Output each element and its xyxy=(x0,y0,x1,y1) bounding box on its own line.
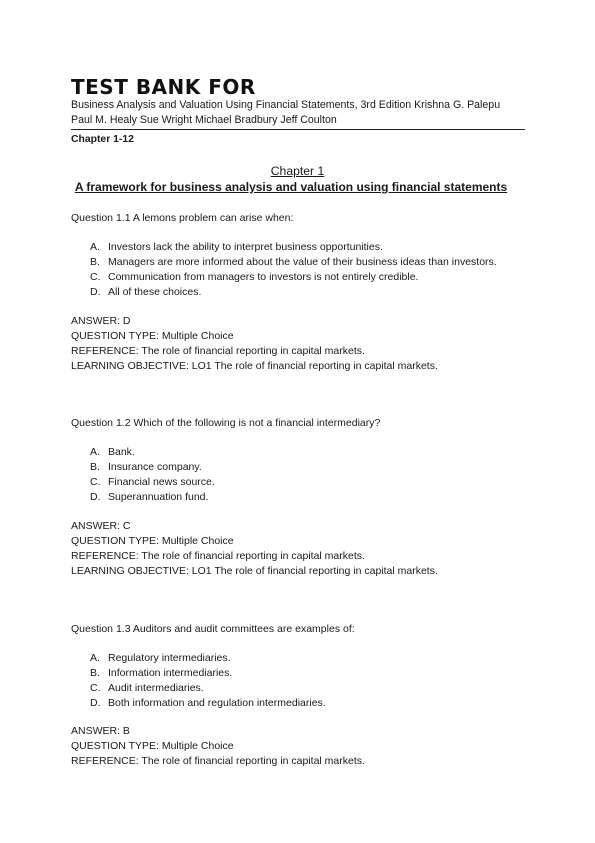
option-text: Bank. xyxy=(108,446,135,458)
subtitle-line-2: Paul M. Healy Sue Wright Michael Bradbury Jeff Coulton xyxy=(71,113,337,126)
option-item xyxy=(90,475,215,490)
option-letter: C. xyxy=(90,476,101,488)
question-type-line: QUESTION TYPE: Multiple Choice xyxy=(71,535,234,547)
answer-line: ANSWER: C xyxy=(71,520,131,532)
answer-options xyxy=(90,240,497,300)
option-item xyxy=(90,666,326,681)
option-text: Investors lack the ability to interpret business opportunities. xyxy=(108,241,383,253)
option-item xyxy=(90,490,215,505)
option-text: Regulatory intermediaries. xyxy=(108,652,231,664)
chapter-heading: Chapter 1 xyxy=(270,164,325,178)
option-item xyxy=(90,696,326,711)
book-subtitle xyxy=(71,98,531,127)
header-divider xyxy=(71,129,525,130)
option-letter: C. xyxy=(90,682,101,694)
answer-metadata xyxy=(71,724,365,769)
test-bank-title: TEST BANK FOR xyxy=(71,75,256,99)
option-text: Both information and regulation intermediaries. xyxy=(108,697,326,709)
question-type-line: QUESTION TYPE: Multiple Choice xyxy=(71,740,234,752)
option-item xyxy=(90,681,326,696)
answer-options xyxy=(90,445,215,505)
reference-line: REFERENCE: The role of financial reporting in capital markets. xyxy=(71,755,365,767)
question-text: Question 1.1 A lemons problem can arise when: xyxy=(71,212,294,224)
subtitle-line-1: Business Analysis and Valuation Using Financial Statements, 3rd Edition Krishna G. Palepu xyxy=(71,99,501,111)
option-text: Insurance company. xyxy=(108,461,202,473)
option-letter: D. xyxy=(90,491,101,503)
option-letter: C. xyxy=(90,271,101,283)
option-text: Managers are more informed about the value of their business ideas than investors. xyxy=(108,256,497,268)
option-item xyxy=(90,445,215,460)
reference-line: REFERENCE: The role of financial reporting in capital markets. xyxy=(71,550,365,562)
option-letter: B. xyxy=(90,461,100,473)
option-text: Audit intermediaries. xyxy=(108,682,204,694)
option-letter: B. xyxy=(90,256,100,268)
option-item xyxy=(90,651,326,666)
answer-line: ANSWER: D xyxy=(71,315,131,327)
option-text: Superannuation fund. xyxy=(108,491,209,503)
question-text: Question 1.2 Which of the following is not a financial intermediary? xyxy=(71,417,381,429)
question-block xyxy=(71,416,531,577)
answer-metadata xyxy=(71,314,438,374)
learning-objective-line: LEARNING OBJECTIVE: LO1 The role of financial reporting in capital markets. xyxy=(71,565,438,577)
option-text: Information intermediaries. xyxy=(108,667,233,679)
option-item xyxy=(90,240,497,255)
option-letter: A. xyxy=(90,652,100,664)
option-item xyxy=(90,285,497,300)
option-text: Communication from managers to investors is not entirely credible. xyxy=(108,271,419,283)
option-letter: A. xyxy=(90,241,100,253)
answer-line: ANSWER: B xyxy=(71,725,130,737)
reference-line: REFERENCE: The role of financial reporting in capital markets. xyxy=(71,345,365,357)
answer-options xyxy=(90,651,326,711)
question-type-line: QUESTION TYPE: Multiple Choice xyxy=(71,330,234,342)
option-text: Financial news source. xyxy=(108,476,215,488)
question-text: Question 1.3 Auditors and audit committees are examples of: xyxy=(71,623,355,635)
learning-objective-line: LEARNING OBJECTIVE: LO1 The role of financial reporting in capital markets. xyxy=(71,360,438,372)
option-letter: A. xyxy=(90,446,100,458)
question-block xyxy=(71,622,531,767)
option-text: All of these choices. xyxy=(108,286,202,298)
option-letter: D. xyxy=(90,286,101,298)
answer-metadata xyxy=(71,519,438,579)
question-block xyxy=(71,211,531,372)
option-letter: D. xyxy=(90,697,101,709)
chapter-range: Chapter 1-12 xyxy=(71,134,134,145)
option-item xyxy=(90,255,497,270)
option-letter: B. xyxy=(90,667,100,679)
option-item xyxy=(90,460,215,475)
chapter-subheading: A framework for business analysis and valuation using financial statements xyxy=(74,180,508,194)
option-item xyxy=(90,270,497,285)
